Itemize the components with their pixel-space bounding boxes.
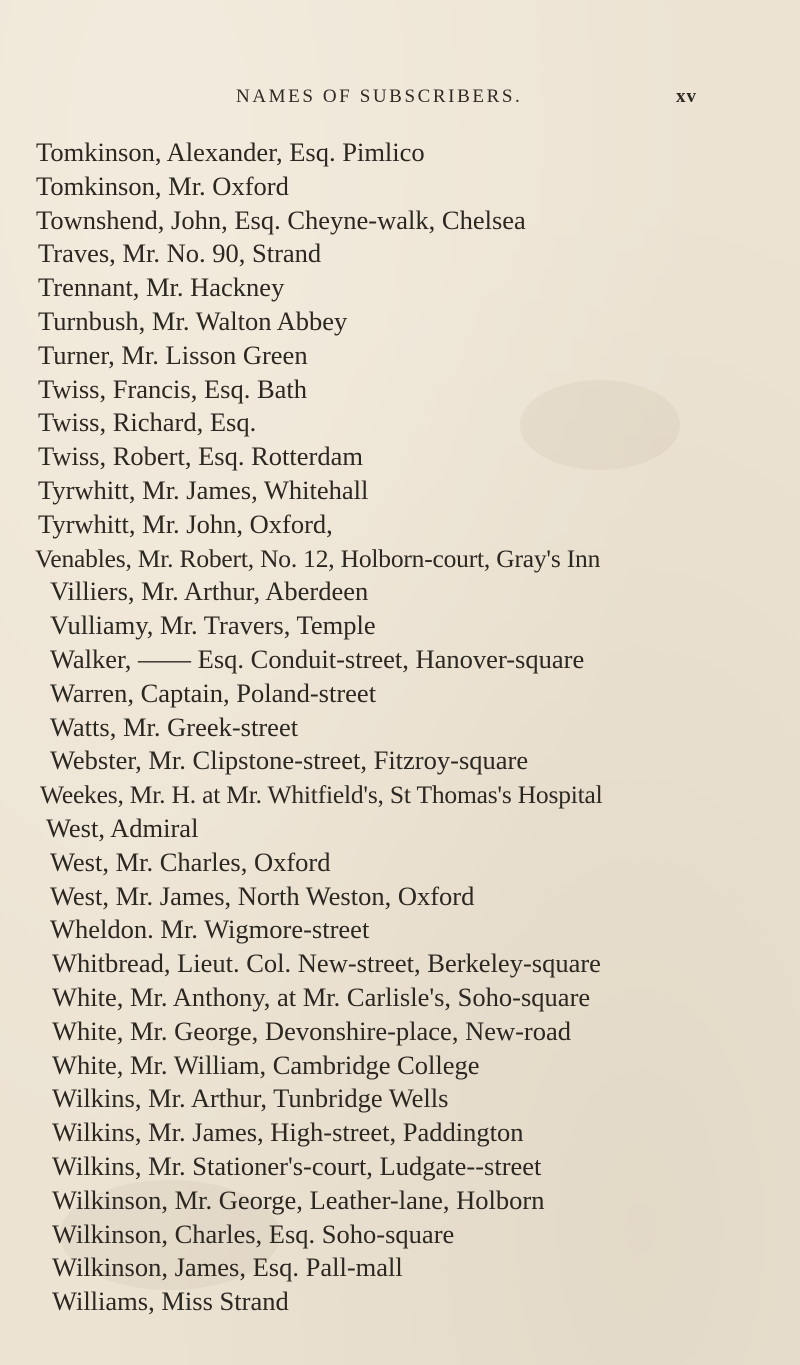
subscriber-text: Tyrwhitt, Mr. John, Oxford,	[38, 508, 333, 539]
subscriber-entry	[0, 711, 800, 745]
subscriber-text: West, Admiral	[46, 812, 199, 843]
subscriber-entry	[0, 1116, 800, 1150]
subscriber-text: Traves, Mr. No. 90, Strand	[38, 238, 322, 269]
subscriber-entry	[0, 1082, 800, 1116]
subscriber-entry	[0, 1049, 800, 1083]
subscriber-entry	[0, 981, 800, 1015]
subscriber-entry	[0, 339, 800, 373]
subscriber-text: Walker, —— Esq. Conduit-street, Hanover-square	[50, 643, 585, 674]
running-title: NAMES OF SUBSCRIBERS.	[236, 86, 523, 107]
subscriber-text: Wheldon. Mr. Wigmore-street	[50, 914, 370, 945]
subscriber-entry	[0, 643, 800, 677]
subscriber-text: Tomkinson, Alexander, Esq. Pimlico	[36, 137, 425, 167]
subscriber-text: Warren, Captain, Poland-street	[50, 677, 377, 708]
subscriber-text: Wilkinson, Mr. George, Leather-lane, Holborn	[52, 1184, 545, 1215]
subscriber-entry	[0, 136, 800, 170]
running-head	[0, 86, 800, 116]
subscriber-text: Tyrwhitt, Mr. James, Whitehall	[38, 474, 369, 505]
subscriber-list	[0, 136, 800, 1319]
subscriber-text: Twiss, Robert, Esq. Rotterdam	[38, 441, 363, 472]
subscriber-entry	[0, 1285, 800, 1319]
subscriber-text: Vulliamy, Mr. Travers, Temple	[50, 610, 376, 641]
subscriber-entry	[0, 1184, 800, 1218]
subscriber-entry	[0, 170, 800, 204]
subscriber-entry	[0, 677, 800, 711]
subscriber-entry	[0, 1015, 800, 1049]
subscriber-entry	[0, 744, 800, 778]
subscriber-text: White, Mr. William, Cambridge College	[52, 1049, 480, 1080]
subscriber-entry	[0, 305, 800, 339]
subscriber-text: Whitbread, Lieut. Col. New-street, Berkeley-square	[52, 948, 601, 979]
subscriber-entry	[0, 271, 800, 305]
subscriber-text: White, Mr. Anthony, at Mr. Carlisle's, Soho-square	[52, 981, 591, 1012]
subscriber-text: Venables, Mr. Robert, No. 12, Holborn-court, Gray's Inn	[35, 543, 601, 573]
subscriber-entry	[0, 846, 800, 880]
subscriber-entry	[0, 542, 800, 576]
subscriber-text: West, Mr. Charles, Oxford	[50, 846, 331, 877]
subscriber-text: Twiss, Richard, Esq.	[38, 407, 257, 438]
subscriber-text: Webster, Mr. Clipstone-street, Fitzroy-square	[50, 745, 529, 776]
subscriber-text: Turner, Mr. Lisson Green	[38, 339, 308, 370]
subscriber-entry	[0, 406, 800, 440]
subscriber-text: Wilkinson, Charles, Esq. Soho-square	[52, 1218, 455, 1249]
subscriber-text: Tomkinson, Mr. Oxford	[36, 170, 289, 201]
subscriber-entry	[0, 609, 800, 643]
subscriber-text: Villiers, Mr. Arthur, Aberdeen	[50, 576, 369, 607]
subscriber-entry	[0, 1150, 800, 1184]
subscriber-entry	[0, 373, 800, 407]
subscriber-text: Watts, Mr. Greek-street	[50, 711, 299, 742]
subscriber-entry	[0, 237, 800, 271]
subscriber-text: Twiss, Francis, Esq. Bath	[38, 373, 308, 404]
subscriber-text: Wilkins, Mr. Stationer's-court, Ludgate--street	[52, 1150, 542, 1181]
subscriber-entry	[0, 440, 800, 474]
subscriber-text: Wilkins, Mr. Arthur, Tunbridge Wells	[52, 1083, 449, 1114]
subscriber-entry	[0, 474, 800, 508]
subscriber-text: Weekes, Mr. H. at Mr. Whitfield's, St Thomas's Hospital	[40, 780, 603, 810]
subscriber-entry	[0, 913, 800, 947]
subscriber-entry	[0, 1251, 800, 1285]
subscriber-entry	[0, 880, 800, 914]
subscriber-text: White, Mr. George, Devonshire-place, New-road	[52, 1015, 572, 1046]
page-number: xv	[676, 86, 697, 107]
subscriber-entry	[0, 947, 800, 981]
subscriber-entry	[0, 575, 800, 609]
subscriber-entry	[0, 508, 800, 542]
subscriber-text: Williams, Miss Strand	[52, 1286, 289, 1317]
subscriber-text: Townshend, John, Esq. Cheyne-walk, Chelsea	[36, 204, 526, 235]
subscriber-entry	[0, 204, 800, 238]
subscriber-entry	[0, 812, 800, 846]
subscriber-entry	[0, 778, 800, 812]
subscriber-text: Wilkinson, James, Esq. Pall-mall	[52, 1252, 403, 1283]
subscriber-text: West, Mr. James, North Weston, Oxford	[50, 880, 475, 911]
subscriber-text: Wilkins, Mr. James, High-street, Paddington	[52, 1117, 524, 1148]
subscriber-entry	[0, 1218, 800, 1252]
subscriber-text: Turnbush, Mr. Walton Abbey	[38, 305, 348, 336]
subscriber-text: Trennant, Mr. Hackney	[38, 272, 285, 303]
